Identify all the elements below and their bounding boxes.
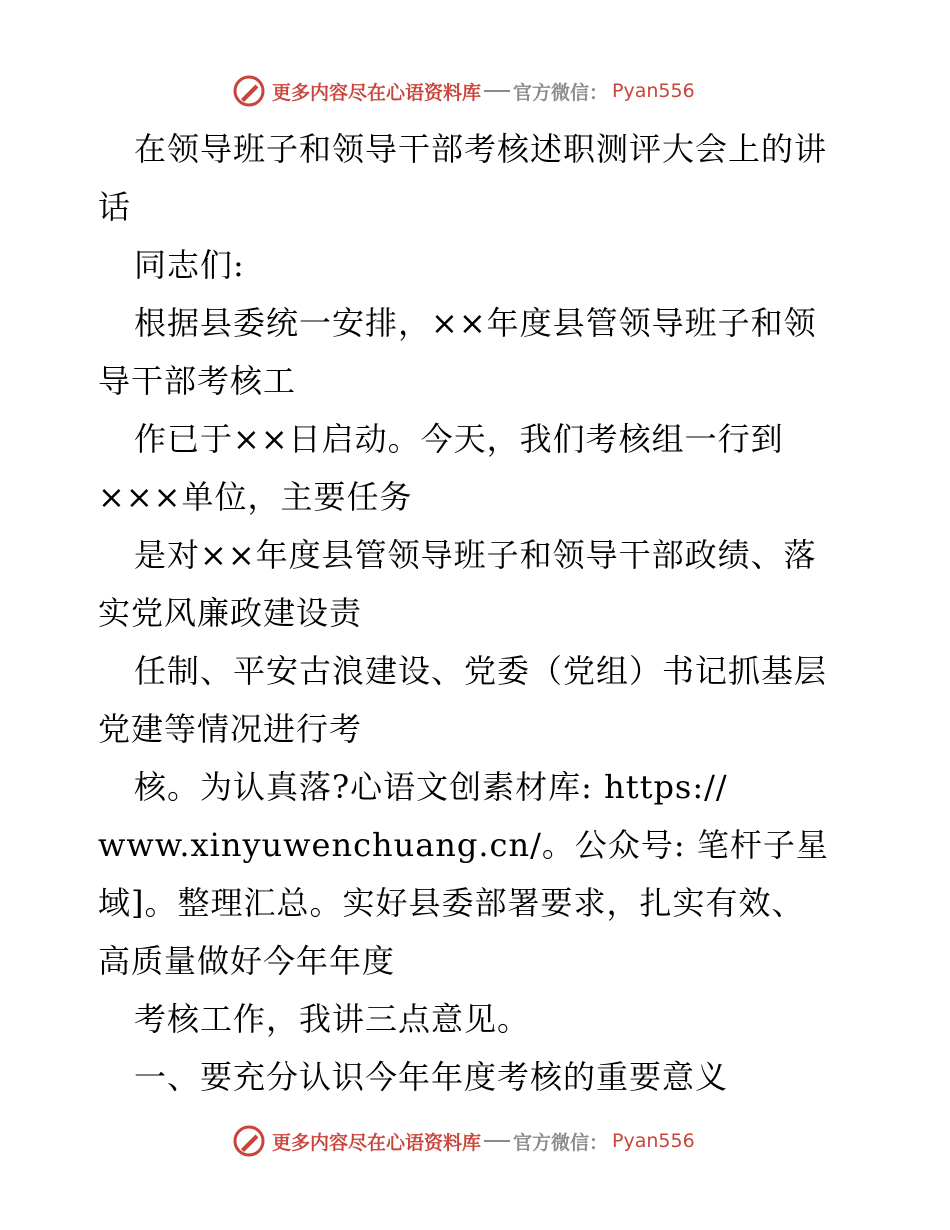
banner-dash	[484, 1140, 510, 1142]
text-line: 考核工作，我讲三点意见。	[134, 1000, 531, 1038]
banner-dash	[484, 90, 510, 92]
pen-logo-icon	[232, 1124, 266, 1158]
banner-wechat-label: 官方微信：	[513, 81, 609, 104]
text-line: 导干部考核工	[98, 362, 297, 400]
text-line: 一、要充分认识今年年度考核的重要意义	[134, 1058, 729, 1096]
pen-logo-icon	[232, 74, 266, 108]
banner-wechat-id: Pyan556	[612, 1130, 695, 1152]
text-line: 作已于××日启动。今天，我们考核组一行到	[134, 420, 784, 458]
text-line: 在领导班子和领导干部考核述职测评大会上的讲	[134, 130, 828, 168]
text-line: 话	[98, 188, 132, 226]
text-line: www.xinyuwenchuang.cn/。公众号: 笔杆子星	[98, 826, 829, 864]
banner-wechat-label: 官方微信：	[513, 1131, 609, 1154]
text-line: 同志们:	[134, 246, 245, 284]
text-line: 核。为认真落?心语文创素材库: https://	[134, 768, 728, 806]
banner-slogan: 更多内容尽在心语资料库	[272, 81, 482, 104]
text-line: 党建等情况进行考	[98, 710, 363, 748]
text-line: 实党风廉政建设责	[98, 594, 363, 632]
text-line: 任制、平安古浪建设、党委（党组）书记抓基层	[134, 652, 828, 690]
text-line: 是对××年度县管领导班子和领导干部政绩、落	[134, 536, 817, 574]
text-line: 高质量做好今年年度	[98, 942, 396, 980]
footer-watermark-banner	[232, 1121, 695, 1161]
header-watermark-banner	[232, 71, 695, 111]
text-line: ×××单位，主要任务	[98, 478, 413, 516]
document-body	[98, 120, 888, 1106]
banner-slogan: 更多内容尽在心语资料库	[272, 1131, 482, 1154]
text-line: 根据县委统一安排，××年度县管领导班子和领	[134, 304, 817, 342]
banner-wechat-id: Pyan556	[612, 80, 695, 102]
text-line: 域]。整理汇总。实好县委部署要求，扎实有效、	[98, 884, 805, 922]
